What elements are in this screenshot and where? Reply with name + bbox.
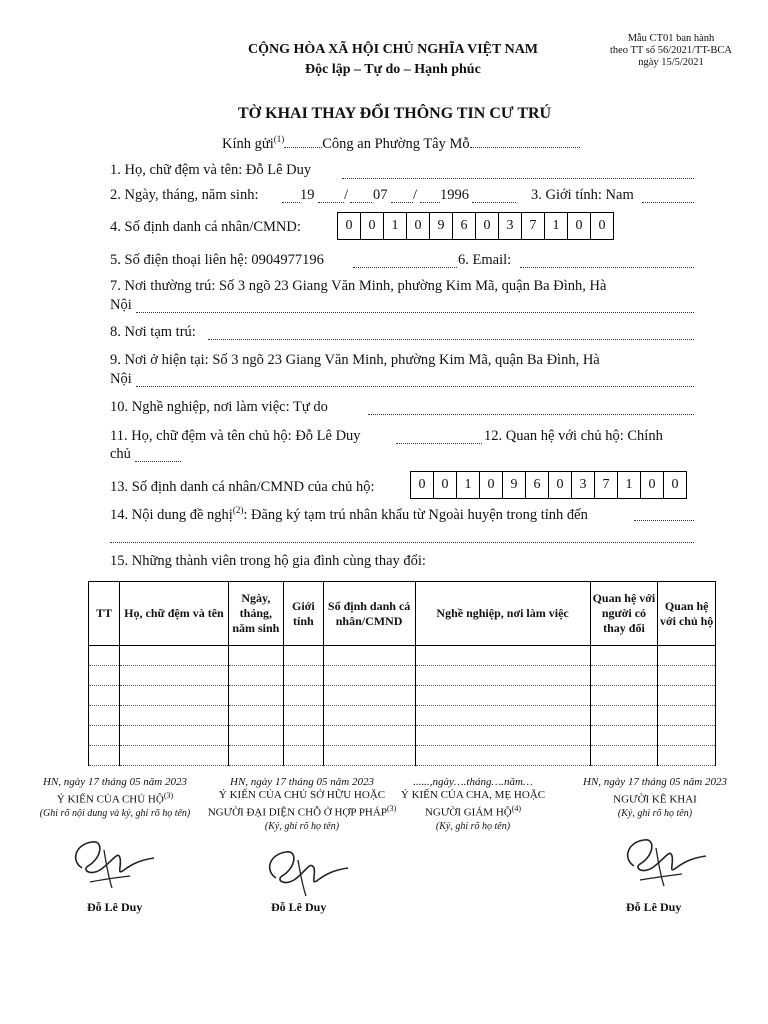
table-cell [590, 686, 658, 706]
col-header-index: TT [89, 582, 120, 646]
signature-block-owner [204, 776, 400, 833]
request-sup: (2) [232, 505, 244, 515]
table-cell [415, 706, 590, 726]
id-digit-box: 0 [671, 477, 679, 492]
id-digit-box: 3 [572, 472, 595, 498]
table-cell [658, 686, 716, 706]
id-digit-box: 9 [430, 213, 453, 239]
recipient-row [222, 134, 580, 153]
sig3-role: Ý KIẾN CỦA CHA, MẸ HOẶC NGƯỜI GIÁM HỘ$^{(4)}$ [400, 789, 546, 819]
form-note-line-1: Mẫu CT01 ban hành [627, 33, 715, 44]
sig3-date: ......,ngày….tháng….năm… [413, 776, 533, 788]
sig1-date: HN, ngày 17 tháng 05 năm 2023 [43, 776, 187, 788]
sig2-name: Đỗ Lê Duy [271, 900, 327, 914]
occupation-label: 10. Nghề nghiệp, nơi làm việc: [110, 399, 293, 415]
members-table [88, 581, 716, 766]
table-cell [228, 746, 284, 766]
table-cell [323, 706, 415, 726]
table-cell [590, 726, 658, 746]
signature-image-2 [252, 844, 352, 900]
dob-month: 07 [373, 187, 388, 203]
col-header-name: Họ, chữ đệm và tên [120, 582, 228, 646]
col-header-relation-person: Quan hệ với người có thay đổi [590, 582, 658, 646]
id-digit-box: 0 [411, 472, 434, 498]
id-number-boxes [337, 212, 614, 240]
id-digit-box: 1 [618, 472, 641, 498]
id-digit-box: 7 [595, 472, 618, 498]
permanent-address-value-2: Nội [110, 297, 132, 313]
table-cell [284, 666, 323, 686]
current-address-value-1: Số 3 ngõ 23 Giang Văn Minh, phường Kim Mã, quận Ba Đình, Hà [212, 352, 600, 368]
table-cell [590, 706, 658, 726]
signature-block-guardian [386, 776, 560, 833]
recipient-value: Công an Phường Tây Mỗ [322, 135, 470, 152]
table-row [89, 666, 716, 686]
table-cell [120, 726, 228, 746]
email-label: 6. Email: [458, 252, 512, 268]
dob-day: 19 [300, 187, 315, 203]
table-cell [658, 726, 716, 746]
id-digit-box: 1 [457, 472, 480, 498]
id-digit-box: 6 [453, 213, 476, 239]
recipient-sup: (1) [273, 134, 285, 144]
permanent-address-value-1: Số 3 ngõ 23 Giang Văn Minh, phường Kim Mã, quận Ba Đình, Hà [218, 278, 607, 294]
id-digit-box: 1 [384, 213, 407, 239]
current-address-label: 9. Nơi ở hiện tại: [110, 352, 213, 368]
dob-year: 1996 [440, 187, 469, 203]
field-relation-to-head [484, 428, 663, 445]
id-digit-box: 0 [641, 472, 664, 498]
id-digit-box: 1 [545, 213, 568, 239]
dob-label: 2. Ngày, tháng, năm sinh: [110, 187, 259, 203]
table-row [89, 646, 716, 666]
table-cell [120, 686, 228, 706]
signature-block-declarant [560, 776, 750, 820]
id-digit-box: 6 [526, 472, 549, 498]
form-title: TỜ KHAI THAY ĐỔI THÔNG TIN CƯ TRÚ [238, 105, 552, 122]
id-digit-box: 0 [361, 213, 384, 239]
table-cell [323, 666, 415, 686]
table-cell [228, 646, 284, 666]
gender-value: Nam [605, 187, 634, 203]
field-date-of-birth [110, 187, 258, 204]
permanent-address-label: 7. Nơi thường trú: [110, 278, 219, 294]
table-cell [284, 646, 323, 666]
sig2-role: Ý KIẾN CỦA CHỦ SỞ HỮU HOẶC NGƯỜI ĐẠI DIỆN CHỖ Ở HỢP PHÁP$^{(3)}$ [207, 789, 397, 819]
sig2-note: (Ký, ghi rõ họ tên) [264, 820, 340, 832]
table-cell [284, 746, 323, 766]
table-cell [89, 686, 120, 706]
table-cell [120, 746, 228, 766]
id-digit-box: 3 [499, 213, 522, 239]
sig4-date: HN, ngày 17 tháng 05 năm 2023 [583, 776, 727, 788]
col-header-occupation: Nghề nghiệp, nơi làm việc [415, 582, 590, 646]
form-note-line-3: ngày 15/5/2021 [638, 57, 704, 68]
signature-image-4 [612, 830, 712, 892]
table-cell [89, 706, 120, 726]
request-label: 14. Nội dung đề nghị [110, 506, 233, 523]
table-cell [120, 706, 228, 726]
col-header-relation-head: Quan hệ với chủ hộ [658, 582, 716, 646]
table-cell [590, 666, 658, 686]
phone-value: 0904977196 [251, 252, 324, 268]
table-cell [658, 646, 716, 666]
field-household-head [110, 428, 361, 445]
sig1-note: (Ghi rõ nội dung và ký, ghi rõ họ tên) [39, 807, 191, 819]
id-digit-box: 0 [480, 472, 503, 498]
current-address-value-2: Nội [110, 371, 132, 387]
col-header-id: Số định danh cá nhân/CMND [323, 582, 415, 646]
table-cell [590, 646, 658, 666]
id-digit-box: 0 [598, 218, 606, 233]
nation-heading: CỘNG HÒA XÃ HỘI CHỦ NGHĨA VIỆT NAM [248, 42, 539, 57]
table-cell [658, 746, 716, 766]
motto-heading: Độc lập – Tự do – Hạnh phúc [305, 62, 481, 77]
table-cell [323, 746, 415, 766]
occupation-value: Tự do [292, 399, 328, 415]
table-row [89, 746, 716, 766]
sig3-note: (Ký, ghi rõ họ tên) [435, 820, 511, 832]
table-cell [228, 726, 284, 746]
signature-block-household-head [20, 776, 210, 820]
sig1-name: Đỗ Lê Duy [87, 900, 143, 914]
table-cell [89, 666, 120, 686]
id-digit-box: 0 [476, 213, 499, 239]
field-current-address [110, 352, 600, 369]
household-head-value: Đỗ Lê Duy [295, 428, 361, 444]
table-cell [658, 666, 716, 686]
table-cell [658, 706, 716, 726]
field-occupation [110, 399, 328, 416]
id-number-label: 4. Số định danh cá nhân/CMND: [110, 219, 301, 235]
id-digit-box: 0 [434, 472, 457, 498]
col-header-gender: Giới tính [284, 582, 323, 646]
relation-label: 12. Quan hệ với chủ hộ: [484, 428, 628, 444]
table-cell [323, 646, 415, 666]
table-cell [120, 666, 228, 686]
table-cell [284, 686, 323, 706]
temporary-address-label: 8. Nơi tạm trú: [110, 324, 196, 340]
id-digit-box: 0 [568, 213, 591, 239]
table-cell [415, 726, 590, 746]
request-value: : Đăng ký tạm trú nhân khẩu từ Ngoài huyện trong tỉnh đến [243, 506, 588, 523]
id-digit-box: 0 [407, 213, 430, 239]
table-cell [323, 686, 415, 706]
gender-label: 3. Giới tính: [531, 187, 606, 203]
table-cell [590, 746, 658, 766]
table-row [89, 726, 716, 746]
full-name-label: 1. Họ, chữ đệm và tên: [110, 162, 246, 178]
table-row [89, 706, 716, 726]
table-cell [415, 666, 590, 686]
field-full-name [110, 162, 311, 179]
table-row [89, 686, 716, 706]
table-cell [228, 666, 284, 686]
household-head-label: 11. Họ, chữ đệm và tên chủ hộ: [110, 428, 296, 444]
signature-image-1 [60, 832, 160, 894]
owner-id-boxes [410, 471, 687, 499]
table-cell [89, 746, 120, 766]
relation-value-1: Chính [627, 428, 663, 444]
col-header-dob: Ngày, tháng, năm sinh [228, 582, 284, 646]
sig1-role: Ý KIẾN CỦA CHỦ HỘ$^{(3)}$ [56, 791, 174, 806]
id-digit-box: 0 [549, 472, 572, 498]
sig2-date: HN, ngày 17 tháng 05 năm 2023 [230, 776, 374, 788]
owner-id-label: 13. Số định danh cá nhân/CMND của chủ hộ: [110, 479, 375, 495]
table-cell [89, 726, 120, 746]
relation-value-2: chủ [110, 446, 131, 462]
table-cell [228, 686, 284, 706]
table-cell [89, 646, 120, 666]
full-name-value: Đỗ Lê Duy [245, 162, 312, 178]
sig4-role: NGƯỜI KÊ KHAI [613, 793, 697, 806]
table-cell [284, 706, 323, 726]
table-cell [323, 726, 415, 746]
id-digit-box: 9 [503, 472, 526, 498]
field-gender [531, 187, 634, 204]
table-cell [415, 646, 590, 666]
members-label: 15. Những thành viên trong hộ gia đình cùng thay đổi: [110, 553, 426, 569]
sig4-name: Đỗ Lê Duy [626, 900, 682, 914]
sig4-note: (Ký, ghi rõ họ tên) [617, 807, 693, 819]
field-request-content [110, 505, 588, 524]
form-note-line-2: theo TT số 56/2021/TT-BCA [609, 45, 733, 56]
table-cell [415, 686, 590, 706]
field-permanent-address [110, 278, 606, 295]
recipient-label: Kính gửi [222, 135, 274, 152]
id-digit-box: 7 [522, 213, 545, 239]
table-cell [228, 706, 284, 726]
phone-label: 5. Số điện thoại liên hệ: [110, 252, 252, 268]
id-digit-box: 0 [338, 213, 361, 239]
table-cell [284, 726, 323, 746]
form-template-note [596, 33, 746, 69]
field-phone [110, 252, 324, 269]
table-cell [415, 746, 590, 766]
table-cell [120, 646, 228, 666]
